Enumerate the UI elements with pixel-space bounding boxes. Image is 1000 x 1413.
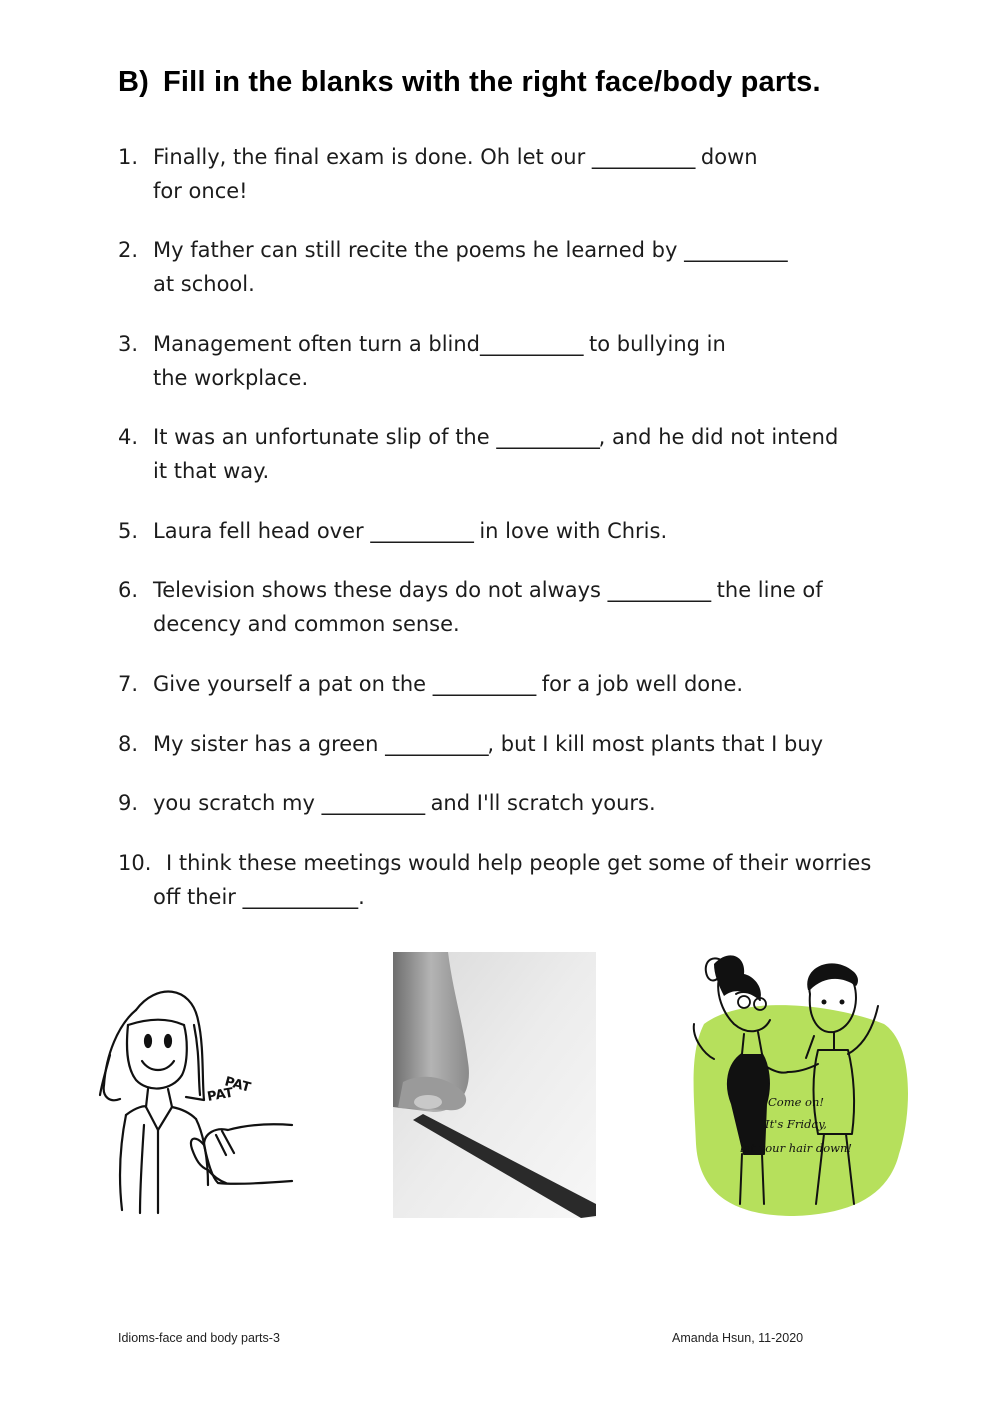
question-1: 1. Finally, the final exam is done. Oh let our ___________ down for once! (118, 140, 918, 208)
toe-the-line-photo (393, 952, 596, 1218)
svg-text:It's Friday,: It's Friday, (765, 1117, 827, 1131)
question-number: 5. (118, 519, 139, 543)
question-6: 6. Television shows these days do not always ___________ the line of decency and common sense. (118, 573, 918, 641)
section-label: B) (118, 66, 150, 98)
let-your-hair-down-cartoon (684, 954, 912, 1220)
answer-blank[interactable]: ___________ (591, 145, 695, 169)
question-number: 4. (118, 425, 139, 449)
question-9: 9. you scratch my ___________ and I'll scratch yours. (118, 786, 918, 820)
question-number: 2. (118, 238, 139, 262)
question-number: 3. (118, 332, 139, 356)
footer-left: Idioms-face and body parts-3 (118, 1331, 280, 1345)
svg-text:PAT: PAT (222, 1074, 253, 1096)
worksheet-heading (118, 66, 821, 99)
pat-on-back-illustration (96, 985, 296, 1220)
question-number: 8. (118, 732, 139, 756)
question-number: 9. (118, 791, 139, 815)
answer-blank[interactable]: ___________ (370, 519, 473, 543)
heading-text: Fill in the blanks with the right face/body parts. (163, 66, 821, 98)
answer-blank[interactable]: ___________ (432, 672, 536, 696)
question-3: 3. Management often turn a blind___________ to bullying in the workplace. (118, 327, 918, 395)
question-number: 7. (118, 672, 139, 696)
answer-blank[interactable]: ___________ (480, 332, 583, 356)
question-number: 1. (118, 145, 139, 169)
question-7: 7. Give yourself a pat on the ___________ for a job well done. (118, 667, 918, 701)
answer-blank[interactable]: ___________ (385, 732, 488, 756)
svg-text:PAT: PAT (206, 1085, 235, 1105)
answer-blank[interactable]: ___________ (607, 578, 710, 602)
question-5: 5. Laura fell head over ___________ in love with Chris. (118, 514, 918, 548)
question-2: 2. My father can still recite the poems he learned by ___________ at school. (118, 233, 918, 301)
question-4: 4. It was an unfortunate slip of the ___________, and he did not intend it that way. (118, 420, 918, 488)
question-number: 6. (118, 578, 139, 602)
pat-sound-text (206, 1074, 252, 1105)
question-8: 8. My sister has a green ___________, but I kill most plants that I buy (118, 727, 918, 761)
answer-blank[interactable]: ___________ (684, 238, 787, 262)
question-10: 10. I think these meetings would help people get some of their worries off their ___________. (118, 846, 918, 914)
answer-blank[interactable]: ___________ (496, 425, 599, 449)
answer-blank[interactable]: ___________ (321, 791, 424, 815)
question-number: 10. (118, 851, 152, 875)
svg-text:let your hair down!: let your hair down! (740, 1141, 852, 1155)
answer-blank[interactable]: off their ___________. (153, 885, 365, 909)
footer-right: Amanda Hsun, 11-2020 (672, 1331, 804, 1345)
svg-text:Come on!: Come on! (767, 1095, 825, 1109)
